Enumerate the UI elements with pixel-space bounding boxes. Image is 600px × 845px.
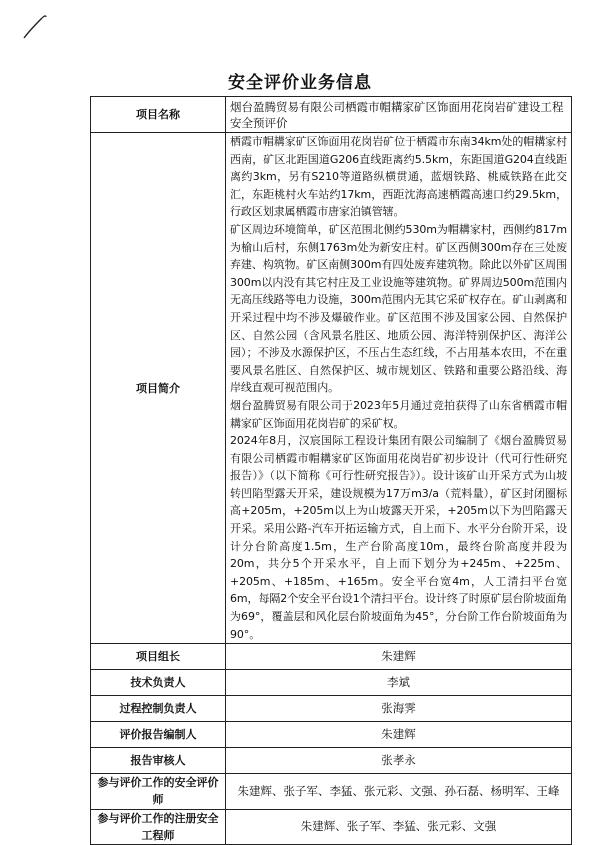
table-row: [91, 670, 572, 696]
table-row: [91, 97, 572, 133]
process-control-label: 过程控制负责人: [91, 696, 226, 722]
project-name-label: 项目名称: [91, 97, 226, 133]
handwritten-mark: [20, 12, 60, 42]
report-reviewer-value: 张孝永: [226, 748, 572, 774]
table-row: [91, 774, 572, 809]
info-table: [90, 96, 572, 845]
table-row: [91, 809, 572, 844]
report-reviewer-label: 报告审核人: [91, 748, 226, 774]
team-leader-value: 朱建辉: [226, 644, 572, 670]
engineers-value: 朱建辉、张子军、李猛、张元彩、文强: [226, 809, 572, 844]
evaluators-value: 朱建辉、张子军、李猛、张元彩、文强、孙石磊、杨明军、王峰: [226, 774, 572, 809]
page-title: 安全评价业务信息: [228, 73, 372, 93]
team-leader-label: 项目组长: [91, 644, 226, 670]
summary-paragraph: 栖霞市帽耩家矿区饰面用花岗岩矿位于栖霞市东南34km处的帽耩家村西南，矿区北距国道G206直线距离约5.5km，东距国道G204直线距离约3km，另有S210等道路纵横贯通，蓝烟铁路、桃威铁路在此交汇，东距桃村火车站约17km，西距沈海高速栖霞高速口约29.5km，行政区划隶属栖霞市唐家泊镇管辖。: [230, 135, 567, 219]
table-row: [91, 696, 572, 722]
report-writer-label: 评价报告编制人: [91, 722, 226, 748]
project-name-value: 烟台盈腾贸易有限公司栖霞市帽耩家矿区饰面用花岗岩矿建设工程安全预评价: [226, 97, 572, 133]
table-row: [91, 722, 572, 748]
process-control-value: 张海霁: [226, 696, 572, 722]
summary-paragraph: 2024年8月，汉宸国际工程设计集团有限公司编制了《烟台盈腾贸易有限公司栖霞市帽耩家矿区饰面用花岗岩矿初步设计（代可行性研究报告）》（以下简称《可行性研究报告》）。设计该矿山开采方式为山坡转凹陷型露天开采，建设规模为17万m3/a（荒料量），矿区封闭圈标高+205m，+205m以上为山坡露天开采，+205m以下为凹陷露天开采。采用公路-汽车开拓运输方式，自上而下、水平分台阶开采，设计分台阶高度1.5m，生产台阶高度10m，最终台阶高度并段为20m，共分5个开采水平，自上而下划分为+245m、+225m、+205m、+185m、+165m。安全平台宽4m，人工清扫平台宽6m，每隔2个安全平台设1个清扫平台。设计终了时原矿层台阶坡面角为69°，覆盖层和风化层台阶坡面角为45°，分台阶工作台阶坡面角为90°。: [230, 434, 567, 641]
technical-lead-label: 技术负责人: [91, 670, 226, 696]
table-row: [91, 133, 572, 644]
report-writer-value: 朱建辉: [226, 722, 572, 748]
project-summary-label: 项目简介: [91, 133, 226, 644]
technical-lead-value: 李斌: [226, 670, 572, 696]
summary-paragraph: 矿区周边环境简单，矿区范围北侧约530m为帽耩家村，西侧约817m为榆山后村，东侧1763m处为新安庄村。矿区西侧300m存在三处废弃建、构筑物。矿区南侧300m有四处废弃建筑物。除此以外矿区周围300m以内没有其它村庄及工业设施等建筑物。矿界周边500m范围内无高压线路等电力设施，300m范围内无其它采矿权存在。矿山剥离和开采过程中均不涉及爆破作业。矿区范围不涉及国家公园、自然保护区、自然公园（含风景名胜区、地质公园、海洋特别保护区、海洋公园）；不涉及水源保护区，不压占生态红线，不占用基本农田，不在重要风景名胜区、自然保护区、城市规划区、铁路和重要公路沿线、海岸线直观可视范围内。: [230, 222, 567, 395]
table-row: [91, 748, 572, 774]
engineers-label: 参与评价工作的注册安全工程师: [91, 809, 226, 844]
summary-paragraph: 烟台盈腾贸易有限公司于2023年5月通过竞拍获得了山东省栖霞市帽耩家矿区饰面用花岗岩矿的采矿权。: [230, 398, 567, 430]
table-row: [91, 644, 572, 670]
project-summary-value: [226, 133, 572, 644]
evaluators-label: 参与评价工作的安全评价师: [91, 774, 226, 809]
